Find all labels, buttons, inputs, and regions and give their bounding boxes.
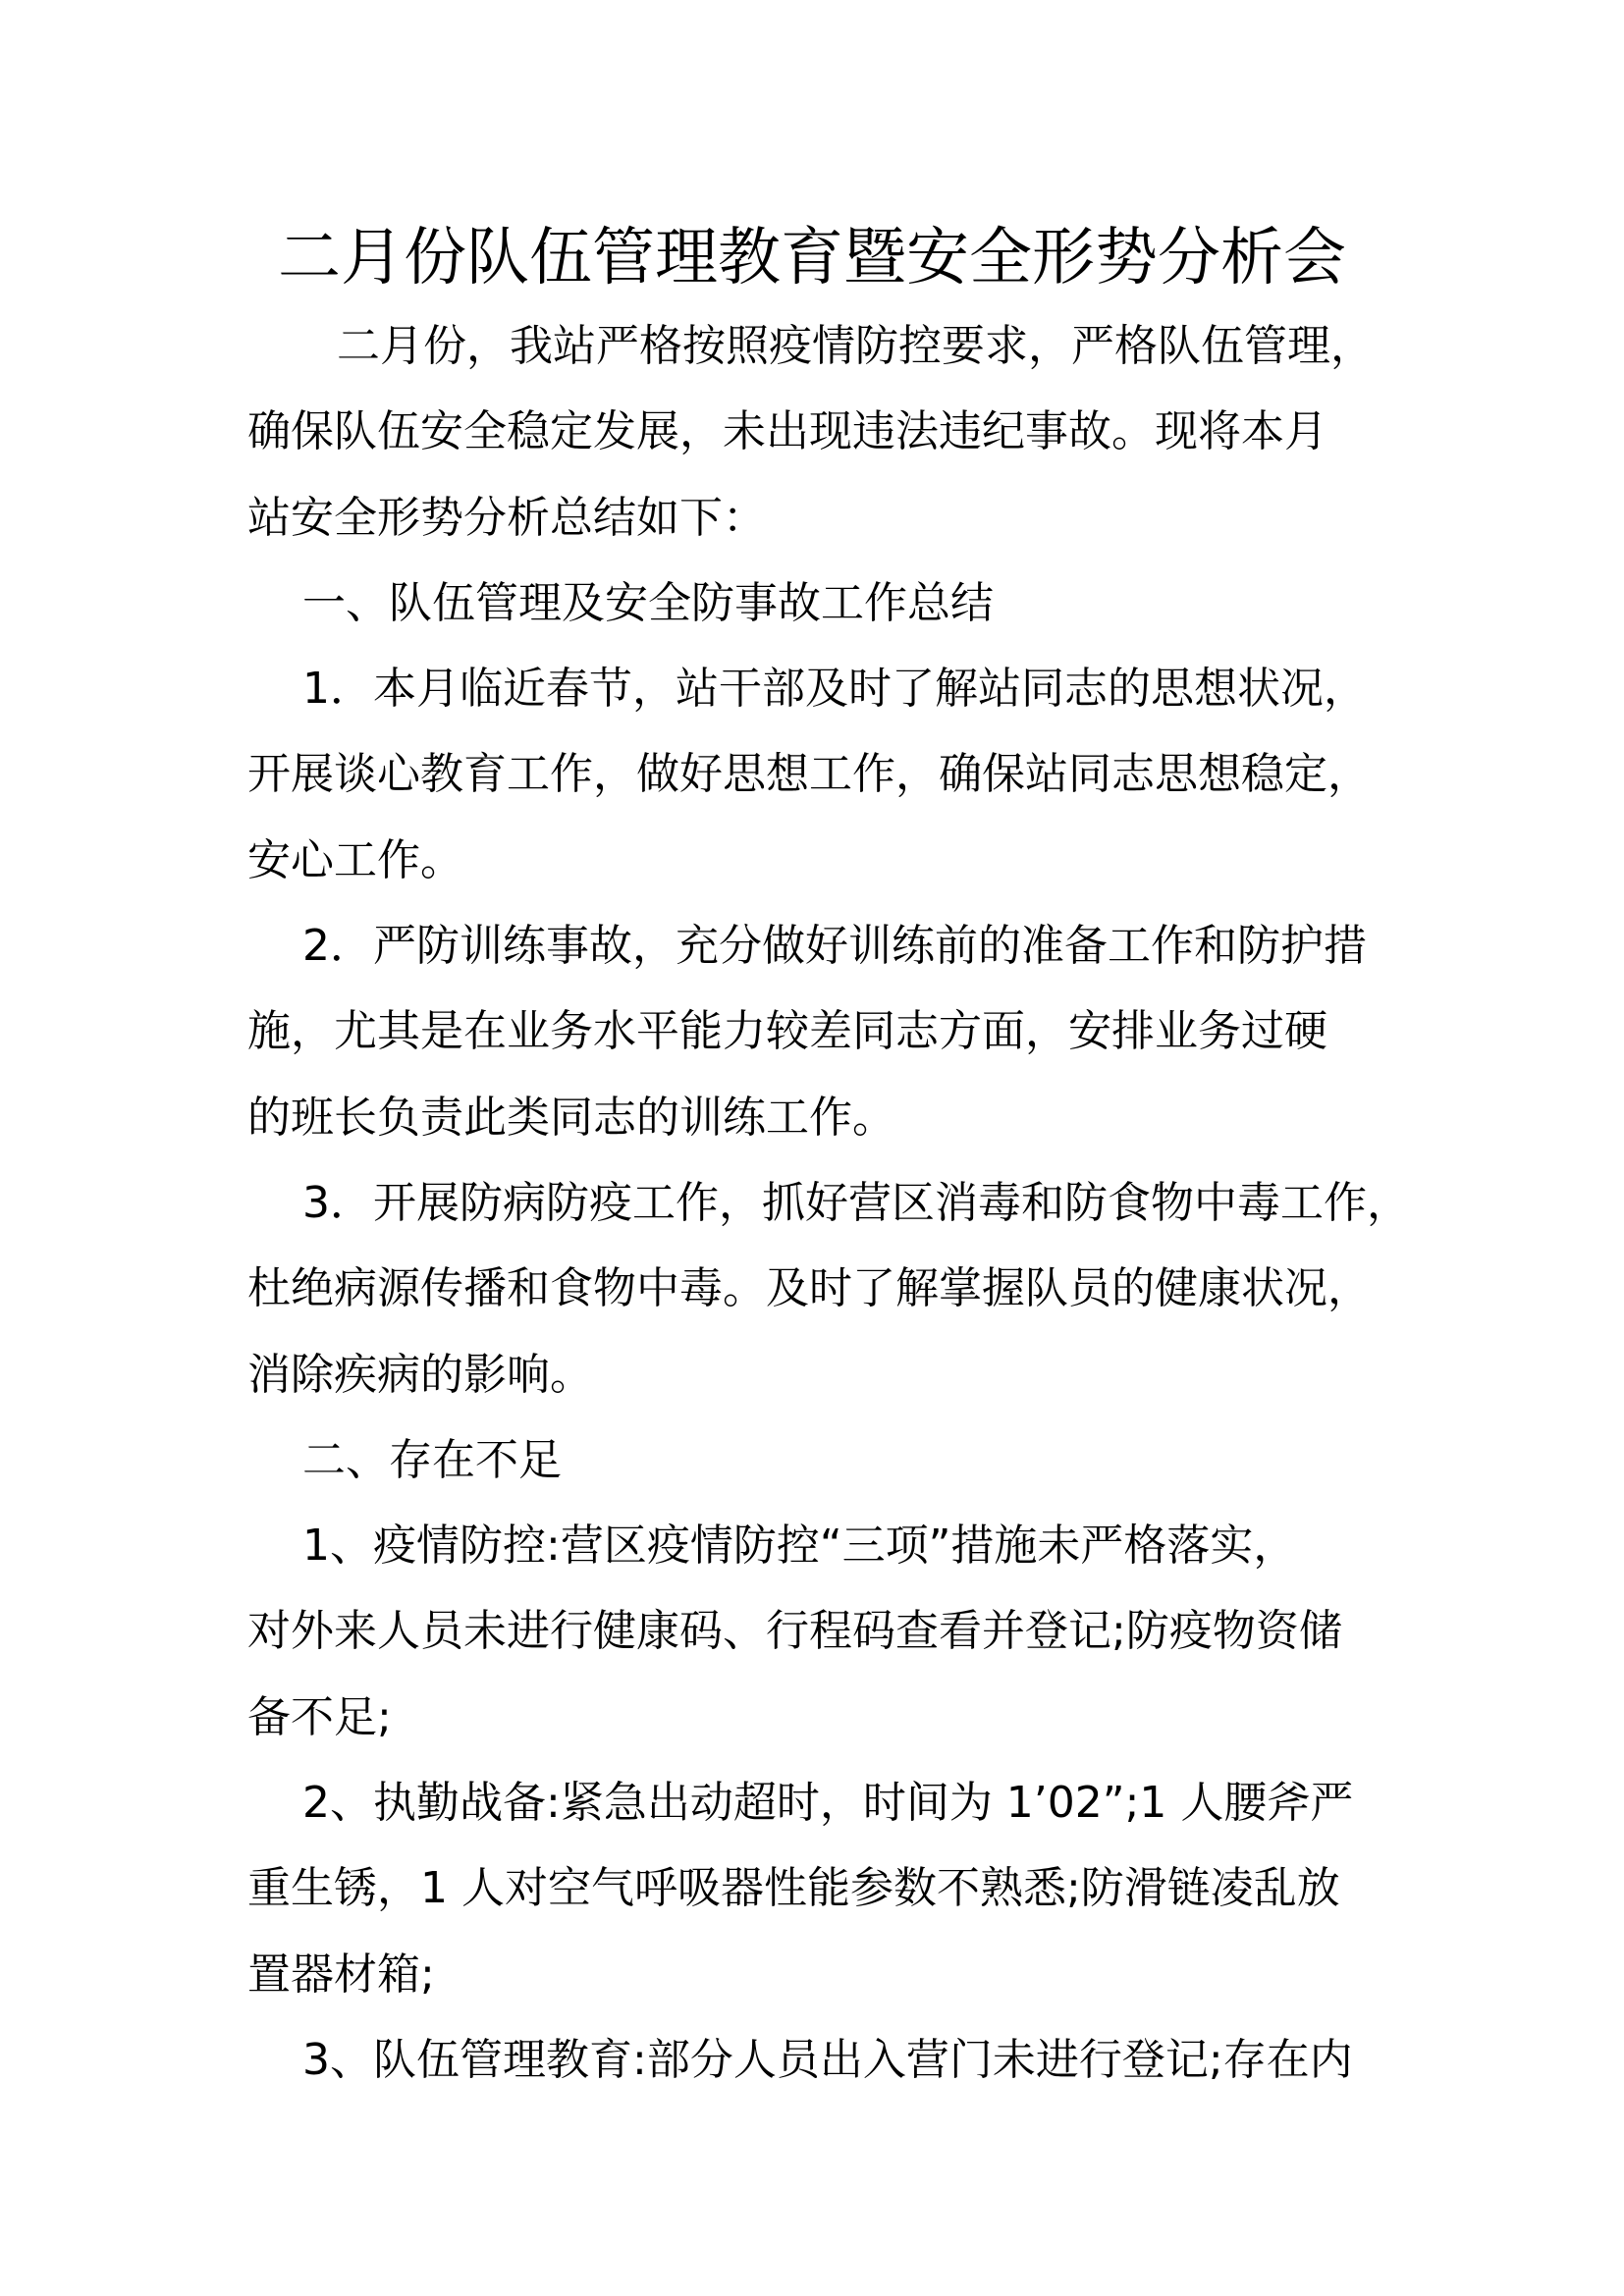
paragraph-line: 施，尤其是在业务水平能力较差同志方面，安排业务过硬 xyxy=(247,1006,1327,1057)
paragraph-line: 2、执勤战备:紧急出动超时，时间为 1’02”;1 人腰斧严 xyxy=(302,1778,1354,1829)
document-title: 二月份队伍管理教育暨安全形势分析会 xyxy=(278,222,1346,294)
paragraph-line: 的班长负责此类同志的训练工作。 xyxy=(247,1092,895,1143)
paragraph-line: 3．开展防病防疫工作，抓好营区消毒和防食物中毒工作， xyxy=(302,1177,1410,1228)
paragraph-line: 确保队伍安全稳定发展，未出现违法违纪事故。现将本月 xyxy=(247,406,1327,457)
paragraph-line: 1．本月临近春节，站干部及时了解站同志的思想状况， xyxy=(302,664,1367,715)
document-body xyxy=(247,303,1426,2103)
paragraph-line: 站安全形势分析总结如下： xyxy=(247,492,766,543)
paragraph-line: 杜绝病源传播和食物中毒。及时了解掌握队员的健康状况， xyxy=(247,1263,1371,1314)
paragraph-line: 重生锈，1 人对空气呼吸器性能参数不熟悉;防滑链凌乱放 xyxy=(247,1863,1340,1914)
paragraph-line: 开展谈心教育工作，做好思想工作，确保站同志思想稳定， xyxy=(247,749,1371,800)
paragraph-line: 1、疫情防控:营区疫情防控“三项”措施未严格落实， xyxy=(302,1521,1297,1572)
section-heading: 一、队伍管理及安全防事故工作总结 xyxy=(302,577,994,628)
paragraph-line: 二月份，我站严格按照疫情防控要求，严格队伍管理， xyxy=(337,321,1374,371)
paragraph-line: 对外来人员未进行健康码、行程码查看并登记;防疫物资储 xyxy=(247,1606,1342,1657)
paragraph-line: 3、队伍管理教育:部分人员出入营门未进行登记;存在内 xyxy=(302,2034,1353,2085)
paragraph-line: 置器材箱; xyxy=(247,1949,435,2000)
paragraph-line: 安心工作。 xyxy=(247,834,463,885)
paragraph-line: 2．严防训练事故，充分做好训练前的准备工作和防护措 xyxy=(302,921,1367,972)
paragraph-line: 备不足; xyxy=(247,1691,392,1742)
paragraph-line: 消除疾病的影响。 xyxy=(247,1349,593,1400)
section-heading: 二、存在不足 xyxy=(302,1434,562,1485)
